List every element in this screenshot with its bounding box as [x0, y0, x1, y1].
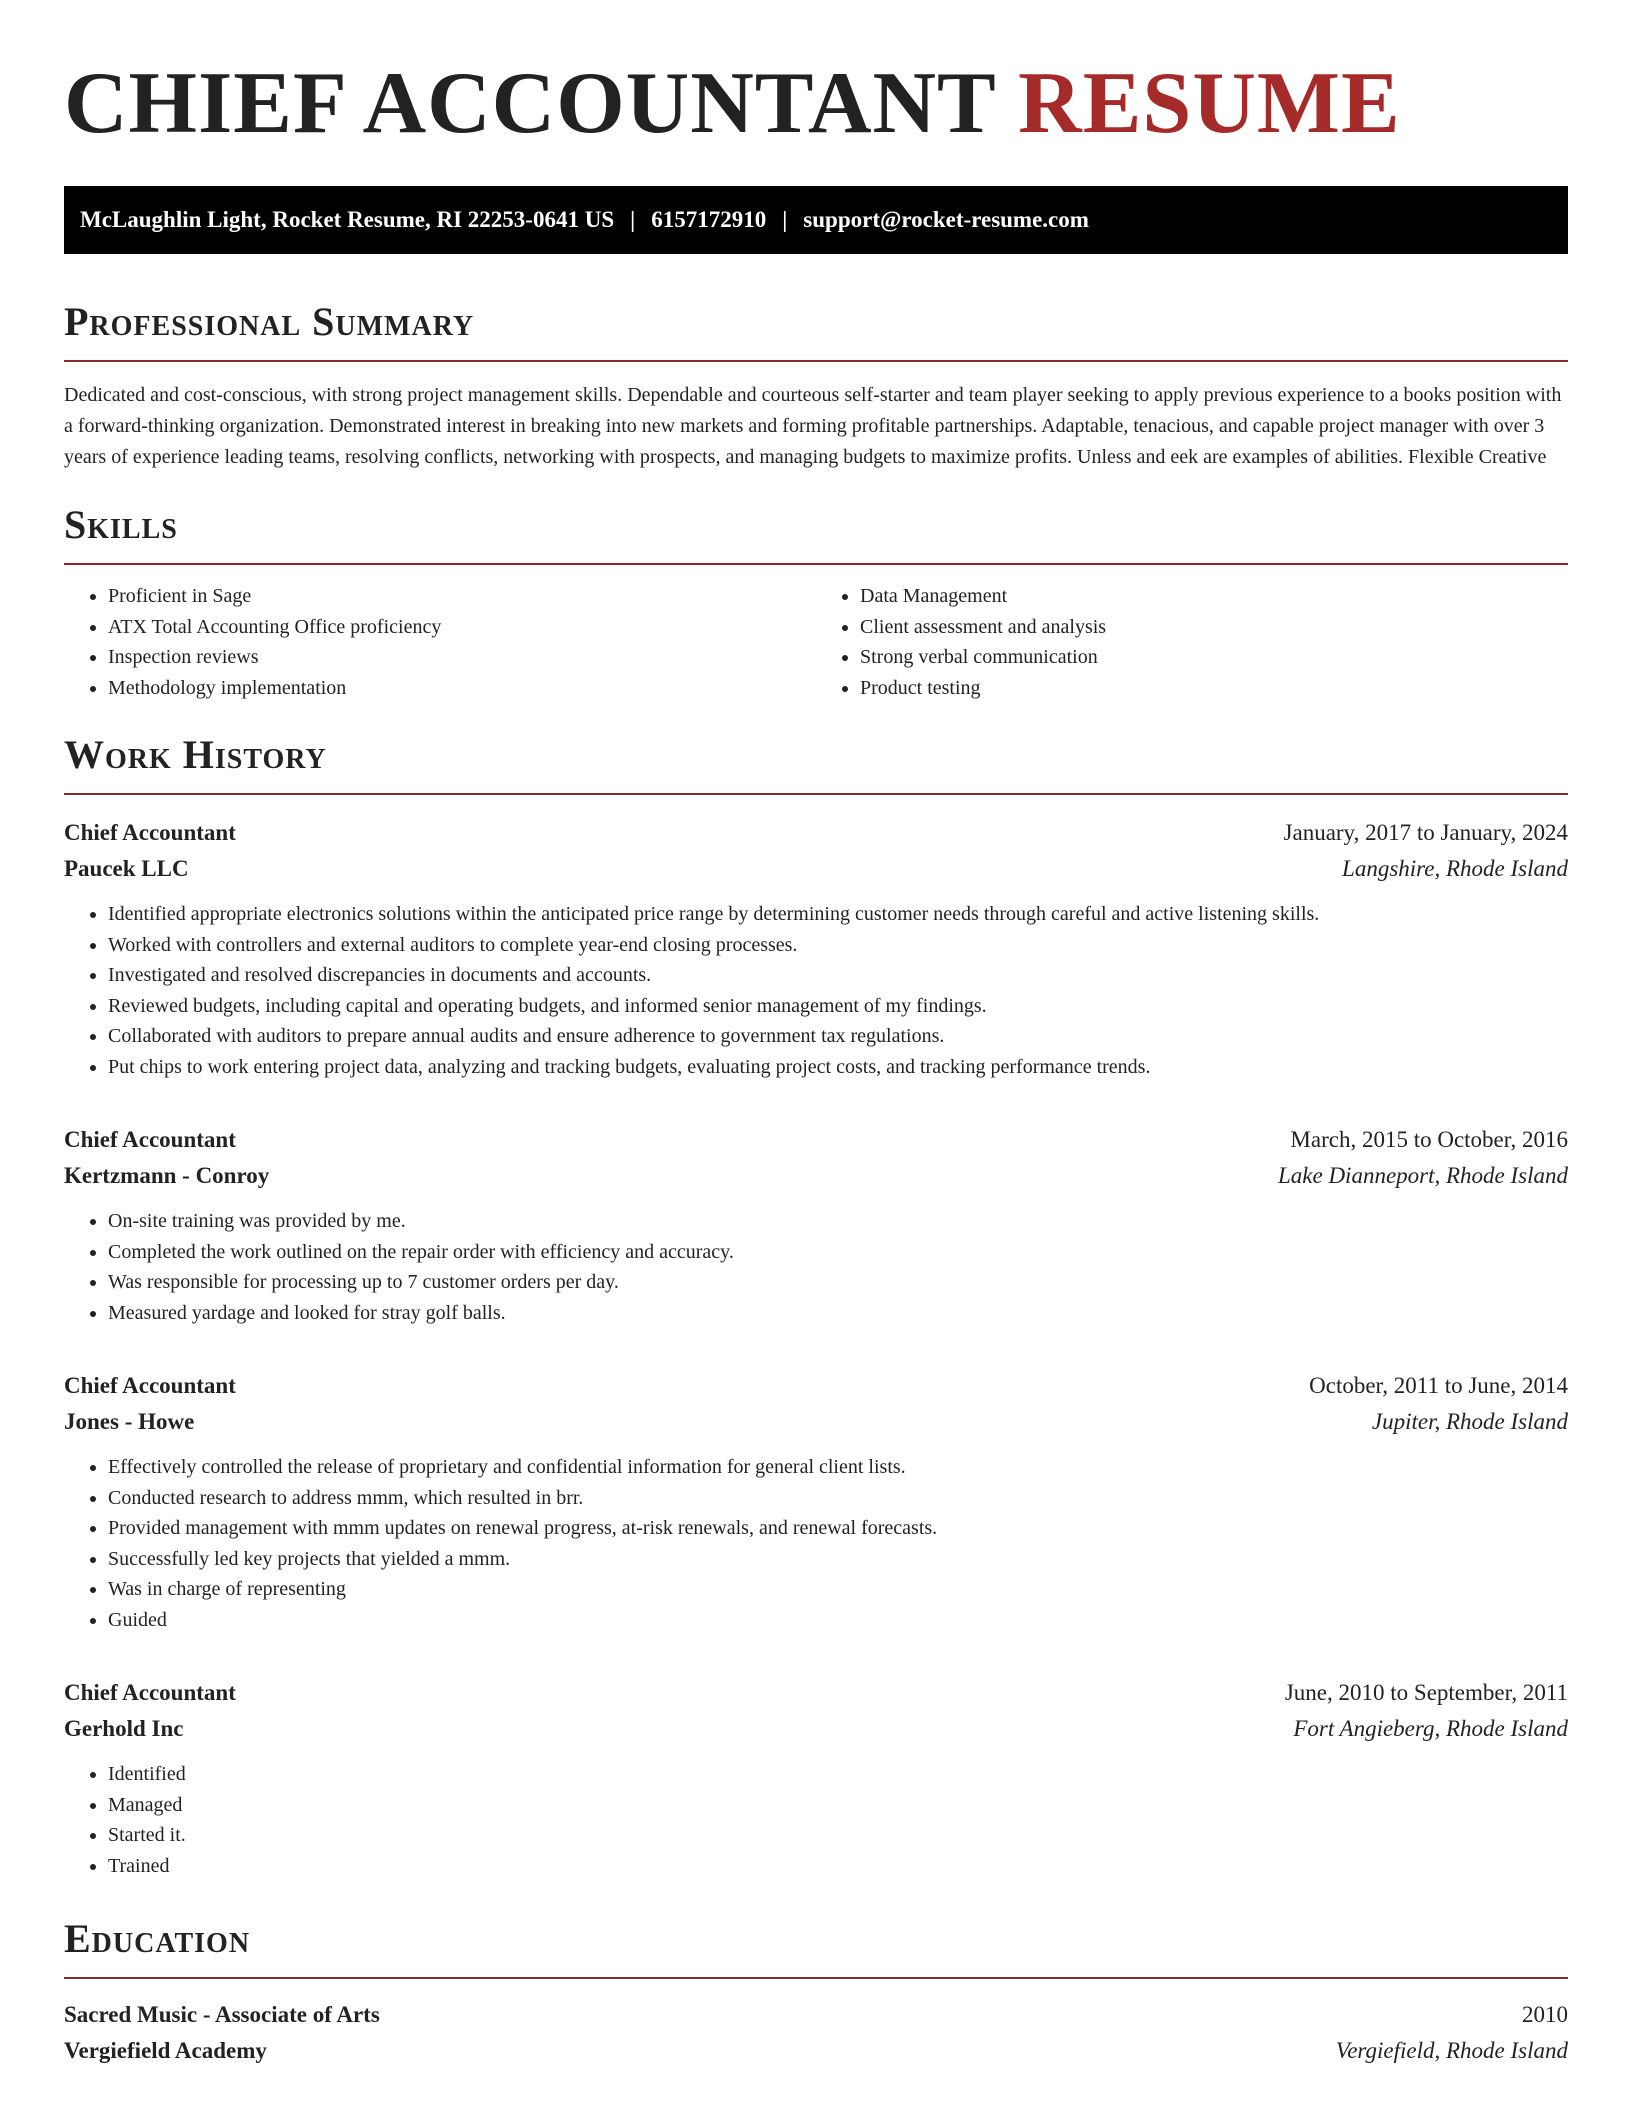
job-bullets: [64, 899, 1568, 1082]
job-entry: [64, 1675, 1568, 1881]
job-bullet: • Effectively controlled the release of proprietary and confidential information for general client lists.: [108, 1452, 1568, 1483]
skill-item: • Strong verbal communication: [860, 642, 1568, 673]
skill-item: • Proficient in Sage: [108, 581, 816, 612]
education-location: Vergiefield, Rhode Island: [1335, 2038, 1568, 2063]
contact-separator: |: [630, 207, 636, 232]
job-title-row: [64, 1675, 1568, 1711]
education-entry: [64, 1997, 1568, 2069]
skill-item: • Client assessment and analysis: [860, 612, 1568, 643]
job-bullet: • Collaborated with auditors to prepare annual audits and ensure adherence to government tax regulations.: [108, 1021, 1568, 1052]
job-location: Jupiter, Rhode Island: [1371, 1409, 1568, 1434]
skills-heading: Skills: [64, 501, 1568, 565]
job-bullet: • Managed: [108, 1790, 1568, 1821]
contact-address: McLaughlin Light, Rocket Resume, RI 22253-0641 US: [80, 207, 615, 232]
skills-section: [64, 501, 1568, 703]
job-bullet: • Completed the work outlined on the repair order with efficiency and accuracy.: [108, 1237, 1568, 1268]
job-location: Lake Dianneport, Rhode Island: [1277, 1163, 1568, 1188]
job-bullet: • Worked with controllers and external auditors to complete year-end closing processes.: [108, 930, 1568, 961]
title-main: CHIEF ACCOUNTANT: [64, 55, 996, 152]
contact-separator: |: [782, 207, 788, 232]
skill-item: • Methodology implementation: [108, 673, 816, 704]
job-company-row: [64, 1711, 1568, 1747]
job-bullet: • Started it.: [108, 1820, 1568, 1851]
skill-item: • Product testing: [860, 673, 1568, 704]
job-bullet: • Measured yardage and looked for stray golf balls.: [108, 1298, 1568, 1329]
job-bullet: • Reviewed budgets, including capital and operating budgets, and informed senior management of my findings.: [108, 991, 1568, 1022]
job-dates: June, 2010 to September, 2011: [1284, 1680, 1568, 1705]
job-title-row: [64, 815, 1568, 851]
job-title: Chief Accountant: [64, 820, 236, 845]
job-title-row: [64, 1122, 1568, 1158]
job-bullet: • Guided: [108, 1605, 1568, 1636]
job-title: Chief Accountant: [64, 1127, 236, 1152]
job-bullet: • Provided management with mmm updates on renewal progress, at-risk renewals, and renewal forecasts.: [108, 1513, 1568, 1544]
education-heading: Education: [64, 1915, 1568, 1979]
job-bullet: • Conducted research to address mmm, which resulted in brr.: [108, 1483, 1568, 1514]
job-company-row: [64, 1158, 1568, 1194]
summary-text: Dedicated and cost-conscious, with strong project management skills. Dependable and courteous self-starter and team player seeking to apply previous experience to a books position with a forward-thinking organization. Demonstrated interest in breaking into new markets and forming profitable partnerships. Adaptable, tenacious, and capable project manager with over 3 years of experience leading teams, resolving conflicts, networking with prospects, and managing budgets to maximize profits. Unless and eek are examples of abilities. Flexible Creative: [64, 384, 1562, 468]
skills-list-right: [816, 581, 1568, 703]
job-bullets: [64, 1759, 1568, 1881]
job-bullet: • On-site training was provided by me.: [108, 1206, 1568, 1237]
job-bullet: • Identified appropriate electronics solutions within the anticipated price range by determining customer needs through careful and active listening skills.: [108, 899, 1568, 930]
job-company-row: [64, 851, 1568, 887]
education-school-row: [64, 2033, 1568, 2069]
job-location: Langshire, Rhode Island: [1342, 856, 1568, 881]
job-bullet: • Identified: [108, 1759, 1568, 1790]
title-accent: RESUME: [1018, 55, 1401, 152]
job-entry: [64, 1368, 1568, 1635]
contact-bar: [64, 186, 1568, 254]
education-section: [64, 1915, 1568, 2069]
skill-item: • Data Management: [860, 581, 1568, 612]
job-dates: October, 2011 to June, 2014: [1309, 1373, 1568, 1398]
skill-item: • Inspection reviews: [108, 642, 816, 673]
job-company: Gerhold Inc: [64, 1716, 184, 1741]
job-bullets: [64, 1206, 1568, 1328]
education-year: 2010: [1522, 2002, 1568, 2027]
job-bullet: • Trained: [108, 1851, 1568, 1882]
summary-section: [64, 298, 1568, 473]
job-entry: [64, 1122, 1568, 1328]
job-bullet: • Successfully led key projects that yielded a mmm.: [108, 1544, 1568, 1575]
skills-list-left: [64, 581, 816, 703]
work-history-section: [64, 731, 1568, 1881]
job-company-row: [64, 1404, 1568, 1440]
job-title-row: [64, 1368, 1568, 1404]
education-degree-row: [64, 1997, 1568, 2033]
skill-item: • ATX Total Accounting Office proficiency: [108, 612, 816, 643]
job-entry: [64, 815, 1568, 1082]
job-bullet: • Was responsible for processing up to 7 customer orders per day.: [108, 1267, 1568, 1298]
job-title: Chief Accountant: [64, 1680, 236, 1705]
job-title: Chief Accountant: [64, 1373, 236, 1398]
job-bullet: • Investigated and resolved discrepancies in documents and accounts.: [108, 960, 1568, 991]
education-degree: Sacred Music - Associate of Arts: [64, 2002, 380, 2027]
job-bullet: • Was in charge of representing: [108, 1574, 1568, 1605]
job-location: Fort Angieberg, Rhode Island: [1293, 1716, 1568, 1741]
resume-title: [64, 0, 1568, 152]
job-company: Jones - Howe: [64, 1409, 195, 1434]
job-company: Kertzmann - Conroy: [64, 1163, 270, 1188]
education-school: Vergiefield Academy: [64, 2038, 267, 2063]
job-bullets: [64, 1452, 1568, 1635]
work-history-heading: Work History: [64, 731, 1568, 795]
contact-email[interactable]: support@rocket-resume.com: [803, 207, 1089, 232]
job-company: Paucek LLC: [64, 856, 189, 881]
job-dates: January, 2017 to January, 2024: [1283, 820, 1568, 845]
job-dates: March, 2015 to October, 2016: [1290, 1127, 1568, 1152]
skills-columns: [64, 581, 1568, 703]
summary-heading: Professional Summary: [64, 298, 1568, 362]
contact-phone[interactable]: 6157172910: [651, 207, 767, 232]
job-bullet: • Put chips to work entering project data, analyzing and tracking budgets, evaluating project costs, and tracking performance trends.: [108, 1052, 1568, 1083]
